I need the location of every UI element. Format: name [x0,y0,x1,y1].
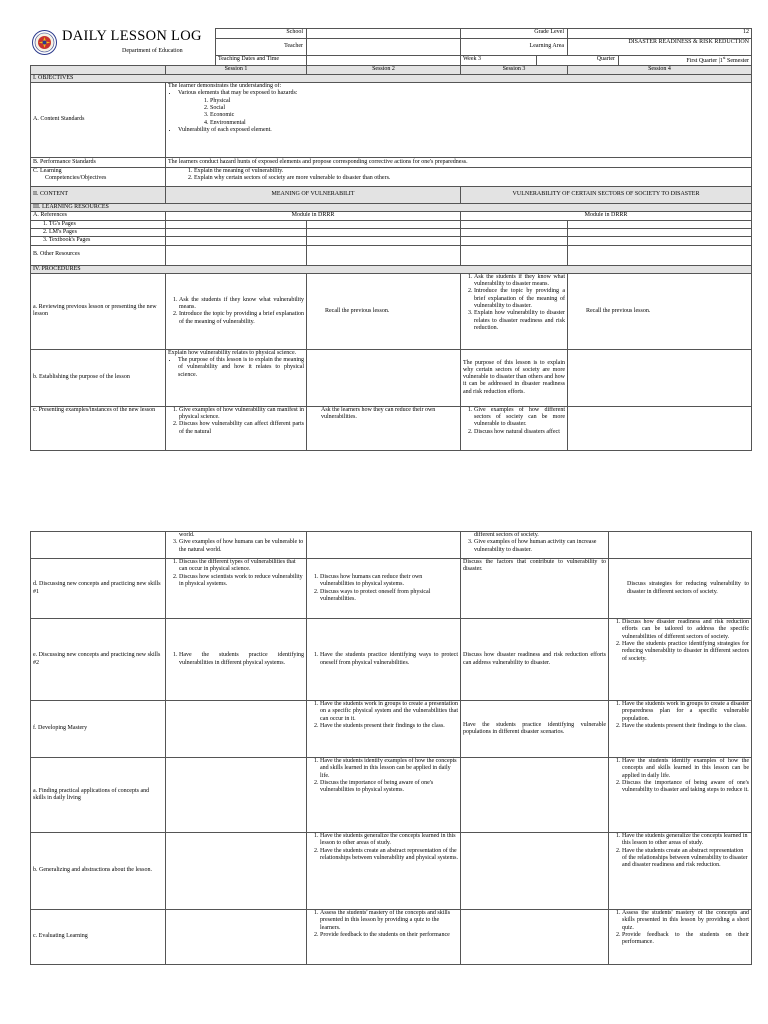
procedure-c-session-3: 1. Give examples of how different sectors of society can be more vulnerable to disaster. 2. Discuss how natural disasters affect [461,406,568,450]
week-value: Week 3 [461,56,537,66]
quarter-label: Quarter [537,56,619,66]
content-heading: II. CONTENT [31,186,166,203]
procedure-e-session-1: 1. Have the students practice identifying vulnerabilities in different physical systems. [166,619,307,701]
procedure-c-session-1-continued: world. 3. Give examples of how humans can be vulnerable to the natural world. [166,532,307,559]
other-resources-label: B. Other Resources [31,245,166,265]
procedure-e-session-3: Discuss how disaster readiness and risk reduction efforts can address vulnerability to disaster. [461,619,609,701]
procedure-i-session-1 [166,910,307,965]
procedure-b-session-1: Explain how vulnerability relates to physical science. • The purpose of this lesson is to explain the meaning of vulnerability and how it relates to physical science. [166,349,307,406]
procedure-a-session-2: Recall the previous lesson. [307,273,461,349]
procedure-b-label: b. Establishing the purpose of the lesson [31,349,166,406]
procedure-g-session-1 [166,758,307,833]
references-label: A. References [31,212,166,220]
procedure-a-session-3: 1. Ask the students if they know what vulnerability to disaster means. 2. Introduce the topic by providing a brief explanation of the meaning of vulnerability to disaster. 3. Explain how vulnerability to disaster relates to disaster readiness and risk reduction. [461,273,568,349]
tg-pages-label: 1. TG's Pages [31,220,166,228]
department-name: Department of Education [122,48,183,54]
performance-standards-text: The learners conduct hazard hunts of exposed elements and propose corresponding corrective actions for one's preparedness. [166,157,752,167]
session-4-header: Session 4 [568,66,752,74]
procedure-i-session-3 [461,910,609,965]
grade-level-label: Grade Level [461,29,568,39]
learning-area-label: Learning Area [461,39,568,56]
school-label: School [216,29,307,39]
learning-area-value: DISASTER READINESS & RISK REDUCTION [568,39,752,56]
document-title: DAILY LESSON LOG [62,28,202,44]
teacher-value [307,39,461,56]
learning-resources-heading: III. LEARNING RESOURCES [31,203,752,211]
content-standards-label: A. Content Standards [31,82,166,157]
procedure-d-session-1: 1. Discuss the different types of vulnerabilities that can occur in physical science. 2. Discuss how scientists work to reduce vulnerability in physical systems. [166,559,307,619]
procedures-heading: IV. PROCEDURES [31,265,752,273]
performance-standards-label: B. Performance Standards [31,157,166,167]
procedure-i-session-4: 1. Assess the students' mastery of the concepts and skills presented in this lesson by providing a short quiz. 2. Provide feedback to the students on their performance. [609,910,752,965]
procedure-d-session-2: 1. Discuss how humans can reduce their own vulnerabilities to physical systems. 2. Discuss ways to protect oneself from physical vulnerabilities. [307,559,461,619]
teaching-dates-label: Teaching Dates and Time [216,56,307,66]
references-module-1-2: Module in DRRR [166,212,461,220]
procedure-b-session-2 [307,349,461,406]
content-session-3-4: VULNERABILITY OF CERTAIN SECTORS OF SOCIETY TO DISASTER [461,186,752,203]
procedure-e-label: e. Discussing new concepts and practicing new skills #2 [31,619,166,701]
lm-pages-label: 2. LM's Pages [31,228,166,236]
procedure-a-session-4: Recall the previous lesson. [568,273,752,349]
procedure-f-session-1 [166,701,307,758]
session-2-header: Session 2 [307,66,461,74]
procedure-g-session-4: 1. Have the students identify examples of how the concepts and skills learned in this lesson can be applied in daily life. 2. Discuss the importance of being aware of one's vulnerability to disaster and taking steps to reduce it. [609,758,752,833]
procedure-a-label: a. Reviewing previous lesson or presenting the new lesson [31,273,166,349]
school-value [307,29,461,39]
session-1-header: Session 1 [166,66,307,74]
procedure-g-label: a. Finding practical applications of concepts and skills in daily living [31,758,166,833]
procedure-i-label: c. Evaluating Learning [31,910,166,965]
procedure-h-label: b. Generalizing and abstractions about the lesson. [31,833,166,910]
procedure-b-session-4 [568,349,752,406]
procedure-d-label: d. Discussing new concepts and practicing new skills #1 [31,559,166,619]
procedure-f-label: f. Developing Mastery [31,701,166,758]
grade-level-value: 12 [568,29,752,39]
procedure-g-session-2: 1. Have the students identify examples of how the concepts and skills learned in this lesson can be applied in daily life. 2. Discuss the importance of being aware of one's vulnerabilities to physical systems. [307,758,461,833]
procedure-e-session-2: 1. Have the students practice identifying ways to protect oneself from physical vulnerabilities. [307,619,461,701]
procedure-a-session-1: 1. Ask the students if they know what vulnerability means. 2. Introduce the topic by providing a brief explanation of the meaning of vulnerability. [166,273,307,349]
procedure-f-session-3: Have the students practice identifying vulnerable populations in different disaster scenarios. [461,701,609,758]
procedure-h-session-1 [166,833,307,910]
procedure-c-label: c. Presenting examples/instances of the new lesson [31,406,166,450]
procedure-h-session-4: 1. Have the students generalize the concepts learned in this lesson to other areas of study. 2. Have the students create an abstract representation of the relationships between vulnerability to disaster and disaster readiness and risk reduction. [609,833,752,910]
teaching-dates-value [307,56,461,66]
quarter-value: First Quarter |1st Semester [619,56,752,66]
competencies-text: 1. Explain the meaning of vulnerability. 2. Explain why certain sectors of society are more vulnerable to disaster than others. [166,167,752,186]
procedure-b-session-3: The purpose of this lesson is to explain why certain sectors of society are more vulnerable to disaster than others and how it can be addressed in disaster readiness and risk reduction efforts. [461,349,568,406]
content-standards-text: The learner demonstrates the understanding of: • Various elements that may be exposed to hazards: 1. Physical 2. Social 3. Economic 4. Environmental • Vulnerability of each exposed element. [166,82,752,157]
lesson-log-page-2 [30,531,751,1001]
objectives-heading: I. OBJECTIVES [31,74,752,82]
procedure-e-session-4: 1. Discuss how disaster readiness and risk reduction efforts can be tailored to address the specific vulnerabilities of different sectors of society. 2. Have the students practice identifying strategies for reducing vulnerability to disaster in different sectors of society. [609,619,752,701]
lesson-log-page-1 [30,28,751,494]
lesson-log-table-continued [30,531,752,965]
textbook-pages-label: 3. Textbook's Pages [31,237,166,245]
procedure-i-session-2: 1. Assess the students' mastery of the concepts and skills presented in this lesson by providing a quiz to the learners. 2. Provide feedback to the students on their performance [307,910,461,965]
procedure-c-session-4 [568,406,752,450]
content-session-1-2: MEANING OF VULNERABILIT [166,186,461,203]
procedure-f-session-4: 1. Have the students work in groups to create a disaster preparedness plan for a specific vulnerable population. 2. Have the students present their findings to the class. [609,701,752,758]
procedure-c-session-2: Ask the learners how they can reduce their own vulnerabilities. [307,406,461,450]
references-module-3-4: Module in DRRR [461,212,752,220]
procedure-d-session-4: Discuss strategies for reducing vulnerability to disaster in different sectors of society. [609,559,752,619]
teacher-label: Teacher [216,39,307,56]
procedure-h-session-2: 1. Have the students generalize the concepts learned in this lesson to other areas of study. 2. Have the students create an abstract representation of the relationships between vulnerability and physical systems. [307,833,461,910]
procedure-d-session-3: Discuss the factors that contribute to vulnerability to disaster. [461,559,609,619]
procedure-g-session-3 [461,758,609,833]
procedure-h-session-3 [461,833,609,910]
deped-seal-icon [32,30,57,55]
lesson-log-table [30,28,752,451]
procedure-f-session-2: 1. Have the students work in groups to create a presentation on a specific physical system and the vulnerabilities that can occur in it. 2. Have the students present their findings to the class. [307,701,461,758]
competencies-label: C. Learning Competencies/Objectives [31,167,166,186]
procedure-c-session-1: 1. Give examples of how vulnerability can manifest in physical science. 2. Discuss how vulnerability can affect different parts of the natural [166,406,307,450]
session-3-header: Session 3 [461,66,568,74]
procedure-c-session-3-continued: different sectors of society. 3. Give examples of how human activity can increase vulnerability to disaster. [461,532,609,559]
